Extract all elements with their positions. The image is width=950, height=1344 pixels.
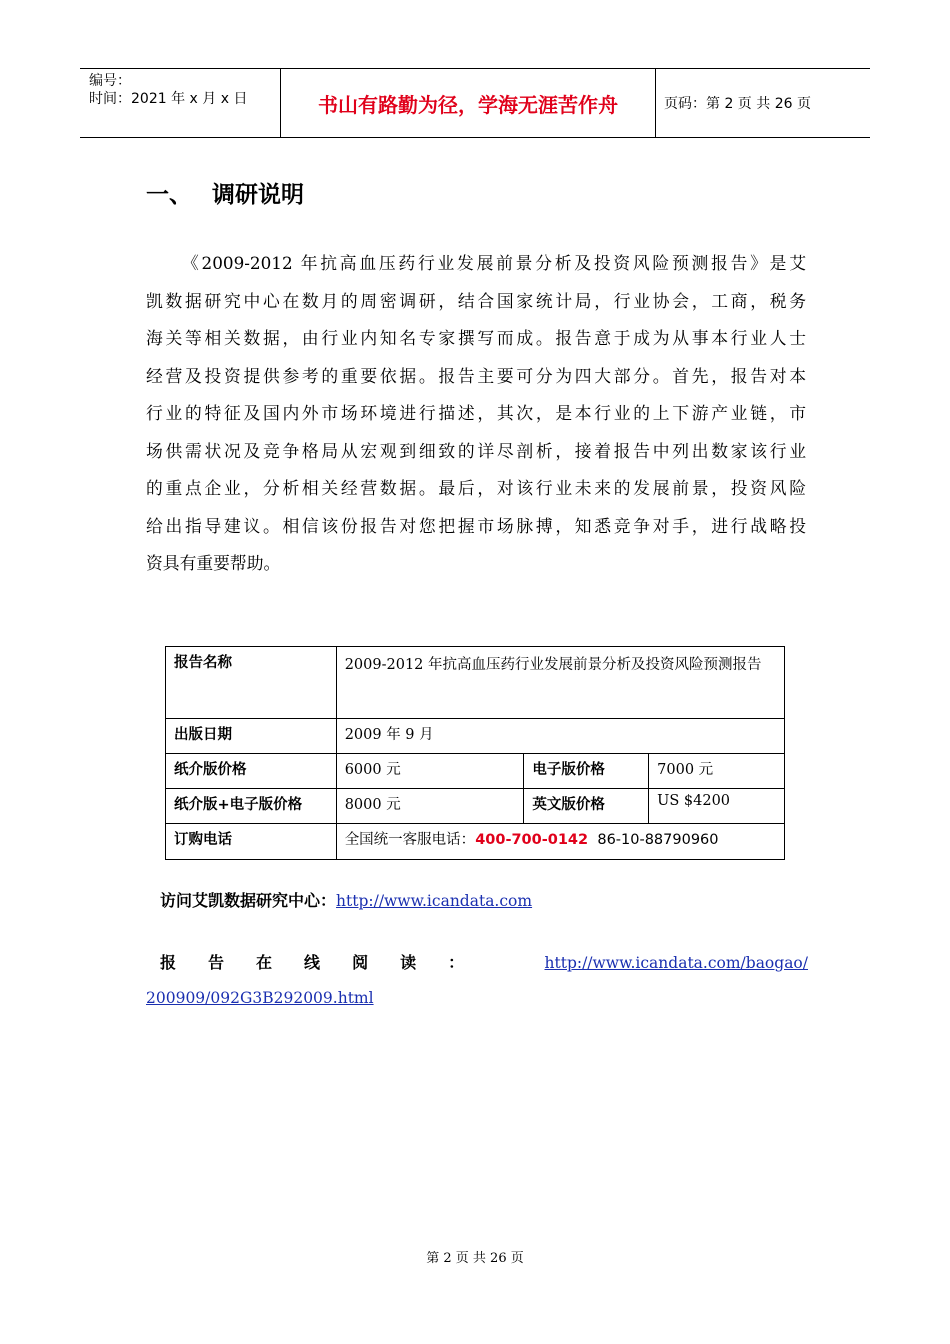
phone-label: 订购电话 [166, 824, 337, 860]
paragraph-line: 海关等相关数据，由行业内知名专家撰写而成。报告意于成为从事本行业人士 [146, 328, 806, 348]
e-price-value: 7000 元 [649, 754, 785, 789]
online-read-char: 阅 [352, 953, 369, 972]
combo-price-value: 8000 元 [336, 789, 524, 824]
paragraph-line: 行业的特征及国内外市场环境进行描述，其次，是本行业的上下游产业链，市 [146, 403, 806, 423]
visit-label: 访问艾凯数据研究中心： [160, 891, 337, 910]
paragraph-line: 资具有重要帮助。 [146, 553, 281, 573]
visit-line [160, 888, 532, 911]
phone-hotline: 400-700-0142 [475, 832, 589, 848]
page-header [80, 68, 870, 138]
visit-link[interactable]: http://www.icandata.com [336, 892, 533, 910]
en-price-label: 英文版价格 [524, 789, 649, 824]
paragraph-line: 凯数据研究中心在数月的周密调研，结合国家统计局，行业协会，工商，税务 [146, 290, 806, 311]
section-number: 一、 [146, 182, 192, 208]
paper-price-value: 6000 元 [336, 754, 524, 789]
header-time: 时间：2021 年 x 月 x 日 [89, 91, 248, 107]
paragraph-line: 《2009-2012 年抗高血压药行业发展前景分析及投资风险预测报告》是艾 [182, 253, 806, 273]
online-read-char: 报 [160, 953, 177, 972]
header-motto: 书山有路勤为径，学海无涯苦作舟 [281, 69, 656, 137]
table-row [166, 719, 785, 754]
section-heading [146, 176, 304, 209]
online-read-char: 在 [256, 953, 273, 972]
pub-date-label: 出版日期 [166, 719, 337, 754]
online-read-link-part1[interactable]: http://www.icandata.com/baogao/ [544, 954, 808, 972]
paragraph-line: 给出指导建议。相信该份报告对您把握市场脉搏，知悉竞争对手，进行战略投 [146, 515, 806, 536]
paragraph-line: 场供需状况及竞争格局从宏观到细致的详尽剖析，接着报告中列出数家该行业 [146, 440, 806, 461]
online-read-colon: ： [448, 953, 465, 972]
header-number: 编号： [89, 73, 131, 89]
header-page-info: 页码：第 2 页 共 26 页 [664, 96, 811, 112]
e-price-label: 电子版价格 [524, 754, 649, 789]
online-read-label [160, 950, 496, 973]
online-read-char: 线 [304, 953, 321, 972]
en-price-value: US $4200 [649, 789, 785, 824]
online-read-link-part2[interactable]: 200909/092G3B292009.html [146, 989, 374, 1007]
phone-other: 86-10-88790960 [597, 832, 719, 848]
section-title: 调研说明 [212, 182, 304, 208]
table-row [166, 789, 785, 824]
header-meta [80, 69, 281, 137]
intro-paragraph [146, 245, 806, 583]
paper-price-label: 纸介版价格 [166, 754, 337, 789]
page-footer: 第 2 页 共 26 页 [426, 1251, 524, 1266]
online-read-line [160, 950, 808, 973]
report-name-label: 报告名称 [166, 647, 337, 719]
online-read-line2 [146, 988, 374, 1007]
table-row [166, 824, 785, 860]
table-row [166, 754, 785, 789]
online-read-char: 读 [400, 953, 417, 972]
combo-price-label: 纸介版+电子版价格 [166, 789, 337, 824]
table-row [166, 647, 785, 719]
paragraph-line: 经营及投资提供参考的重要依据。报告主要可分为四大部分。首先，报告对本 [146, 365, 806, 386]
report-info-table [165, 646, 785, 860]
online-read-char: 告 [208, 953, 225, 972]
paragraph-line: 的重点企业，分析相关经营数据。最后，对该行业未来的发展前景，投资风险 [146, 478, 806, 498]
pub-date-value: 2009 年 9 月 [336, 719, 784, 754]
report-name-value: 2009-2012 年抗高血压药行业发展前景分析及投资风险预测报告 [336, 647, 784, 719]
phone-prefix: 全国统一客服电话： [344, 832, 476, 848]
phone-value [336, 824, 784, 860]
